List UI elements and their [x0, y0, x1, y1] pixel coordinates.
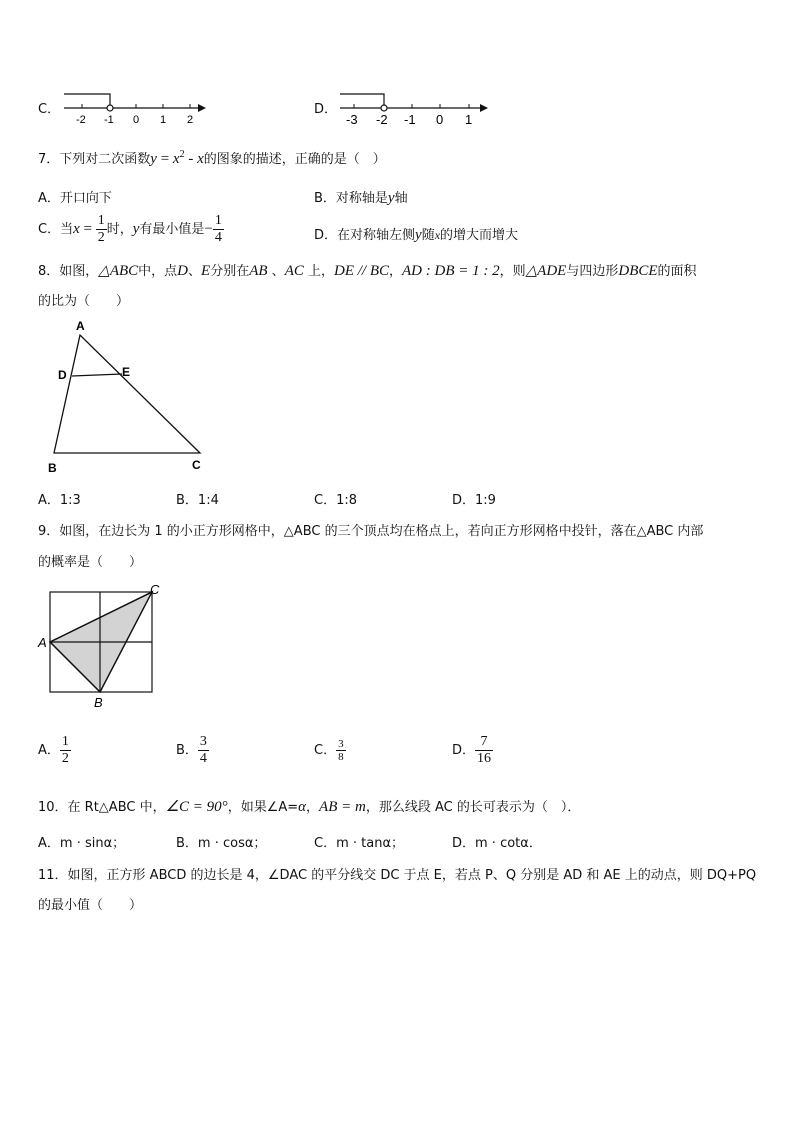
fraction: $\frac{3}{4}$ [199, 734, 207, 766]
fraction: $\frac{3}{8}$ [338, 738, 344, 763]
tick-label: -1 [104, 114, 114, 126]
fraction: $\frac{1}{2}$ [61, 734, 69, 766]
q11-stem-line1: 11．如图，正方形 ABCD 的边长是 4，∠DAC 的平分线交 DC 于点 E，若点 P、Q 分别是 AD 和 AE 上的动点，则 DQ+PQ [38, 868, 757, 883]
q9-option-d: D． $\frac{7}{16}$ [452, 734, 492, 766]
q9-stem-line1: 9．如图，在边长为 1 的小正方形网格中，△ABC 的三个顶点均在格点上，若向正方形网格中投针，落在△ABC 内部 [38, 524, 704, 539]
q9-stem-line2: 的概率是（ ） [38, 555, 143, 570]
q8-option-a: A．1:3 [38, 493, 81, 508]
q7-option-d: D．在对称轴左侧y随x的增大而增大 [314, 227, 519, 243]
q10-option-b: B．m · cosα； [176, 836, 267, 851]
vertex-label-c: C [150, 582, 160, 597]
q8-option-d: D．1:9 [452, 493, 496, 508]
tick-label: 2 [187, 114, 194, 126]
q10-option-d: D．m · cotα． [452, 836, 542, 851]
q9-option-c: C． $\frac{3}{8}$ [314, 738, 344, 763]
q10-option-c: C．m · tanα； [314, 836, 405, 851]
q8-option-c: C．1:8 [314, 493, 357, 508]
tick-label: -2 [376, 112, 388, 127]
q6-option-d-label: D． [314, 102, 338, 117]
q7-stem: 7．下列对二次函数$y = x^2 - x$的图象的描述，正确的是（ ） [38, 149, 386, 167]
q6-option-d-number-line [336, 86, 496, 128]
fraction: $\frac{7}{16}$ [477, 734, 492, 766]
tick-label: -1 [404, 112, 416, 127]
tick-label: 1 [160, 114, 167, 126]
vertex-label-a: A [38, 635, 47, 650]
vertex-label-a: A [76, 319, 85, 333]
vertex-label-c: C [192, 458, 201, 472]
tick-label: 0 [436, 112, 444, 127]
tick-label: 0 [133, 114, 140, 126]
q7-option-b: B．对称轴是y轴 [314, 190, 408, 206]
q8-triangle-figure [40, 315, 220, 480]
q7-option-a: A．开口向下 [38, 191, 112, 206]
tick-label: 1 [465, 112, 473, 127]
q7-option-c: C．当x = $\frac{1}{2}$ 时，y有最小值是− $\frac{1}{4}$ [38, 213, 222, 245]
q11-stem-line2: 的最小值（ ） [38, 898, 143, 913]
tick-label: -3 [346, 112, 358, 127]
fraction: $\frac{1}{2}$ [97, 213, 105, 245]
fraction: $\frac{1}{4}$ [214, 213, 222, 245]
open-circle-icon [107, 105, 113, 111]
q6-option-c-label: C． [38, 102, 61, 117]
q10-stem: 10．在 Rt△ABC 中，∠C = 90°，如果∠A=α，AB = m，那么线段 AC 的长可表示为（ ）． [38, 799, 581, 815]
open-circle-icon [381, 105, 387, 111]
tick-label: -2 [76, 114, 86, 126]
vertex-label-d: D [58, 368, 67, 382]
q9-option-a: A． $\frac{1}{2}$ [38, 734, 69, 766]
vertex-label-b: B [48, 461, 57, 475]
q10-option-a: A．m · sinα； [38, 836, 126, 851]
q9-option-b: B． $\frac{3}{4}$ [176, 734, 207, 766]
vertex-label-e: E [122, 365, 131, 379]
q6-option-c-number-line [60, 88, 210, 128]
q8-option-b: B．1:4 [176, 493, 219, 508]
vertex-label-b: B [94, 695, 103, 710]
q9-grid-figure [34, 580, 169, 712]
q8-stem-line1: 8．如图，△ABC中，点D、E分别在AB 、AC 上，DE // BC，AD : DB = 1 : 2，则△ADE与四边形DBCE的面积 [38, 263, 697, 279]
q8-stem-line2: 的比为（ ） [38, 294, 130, 309]
